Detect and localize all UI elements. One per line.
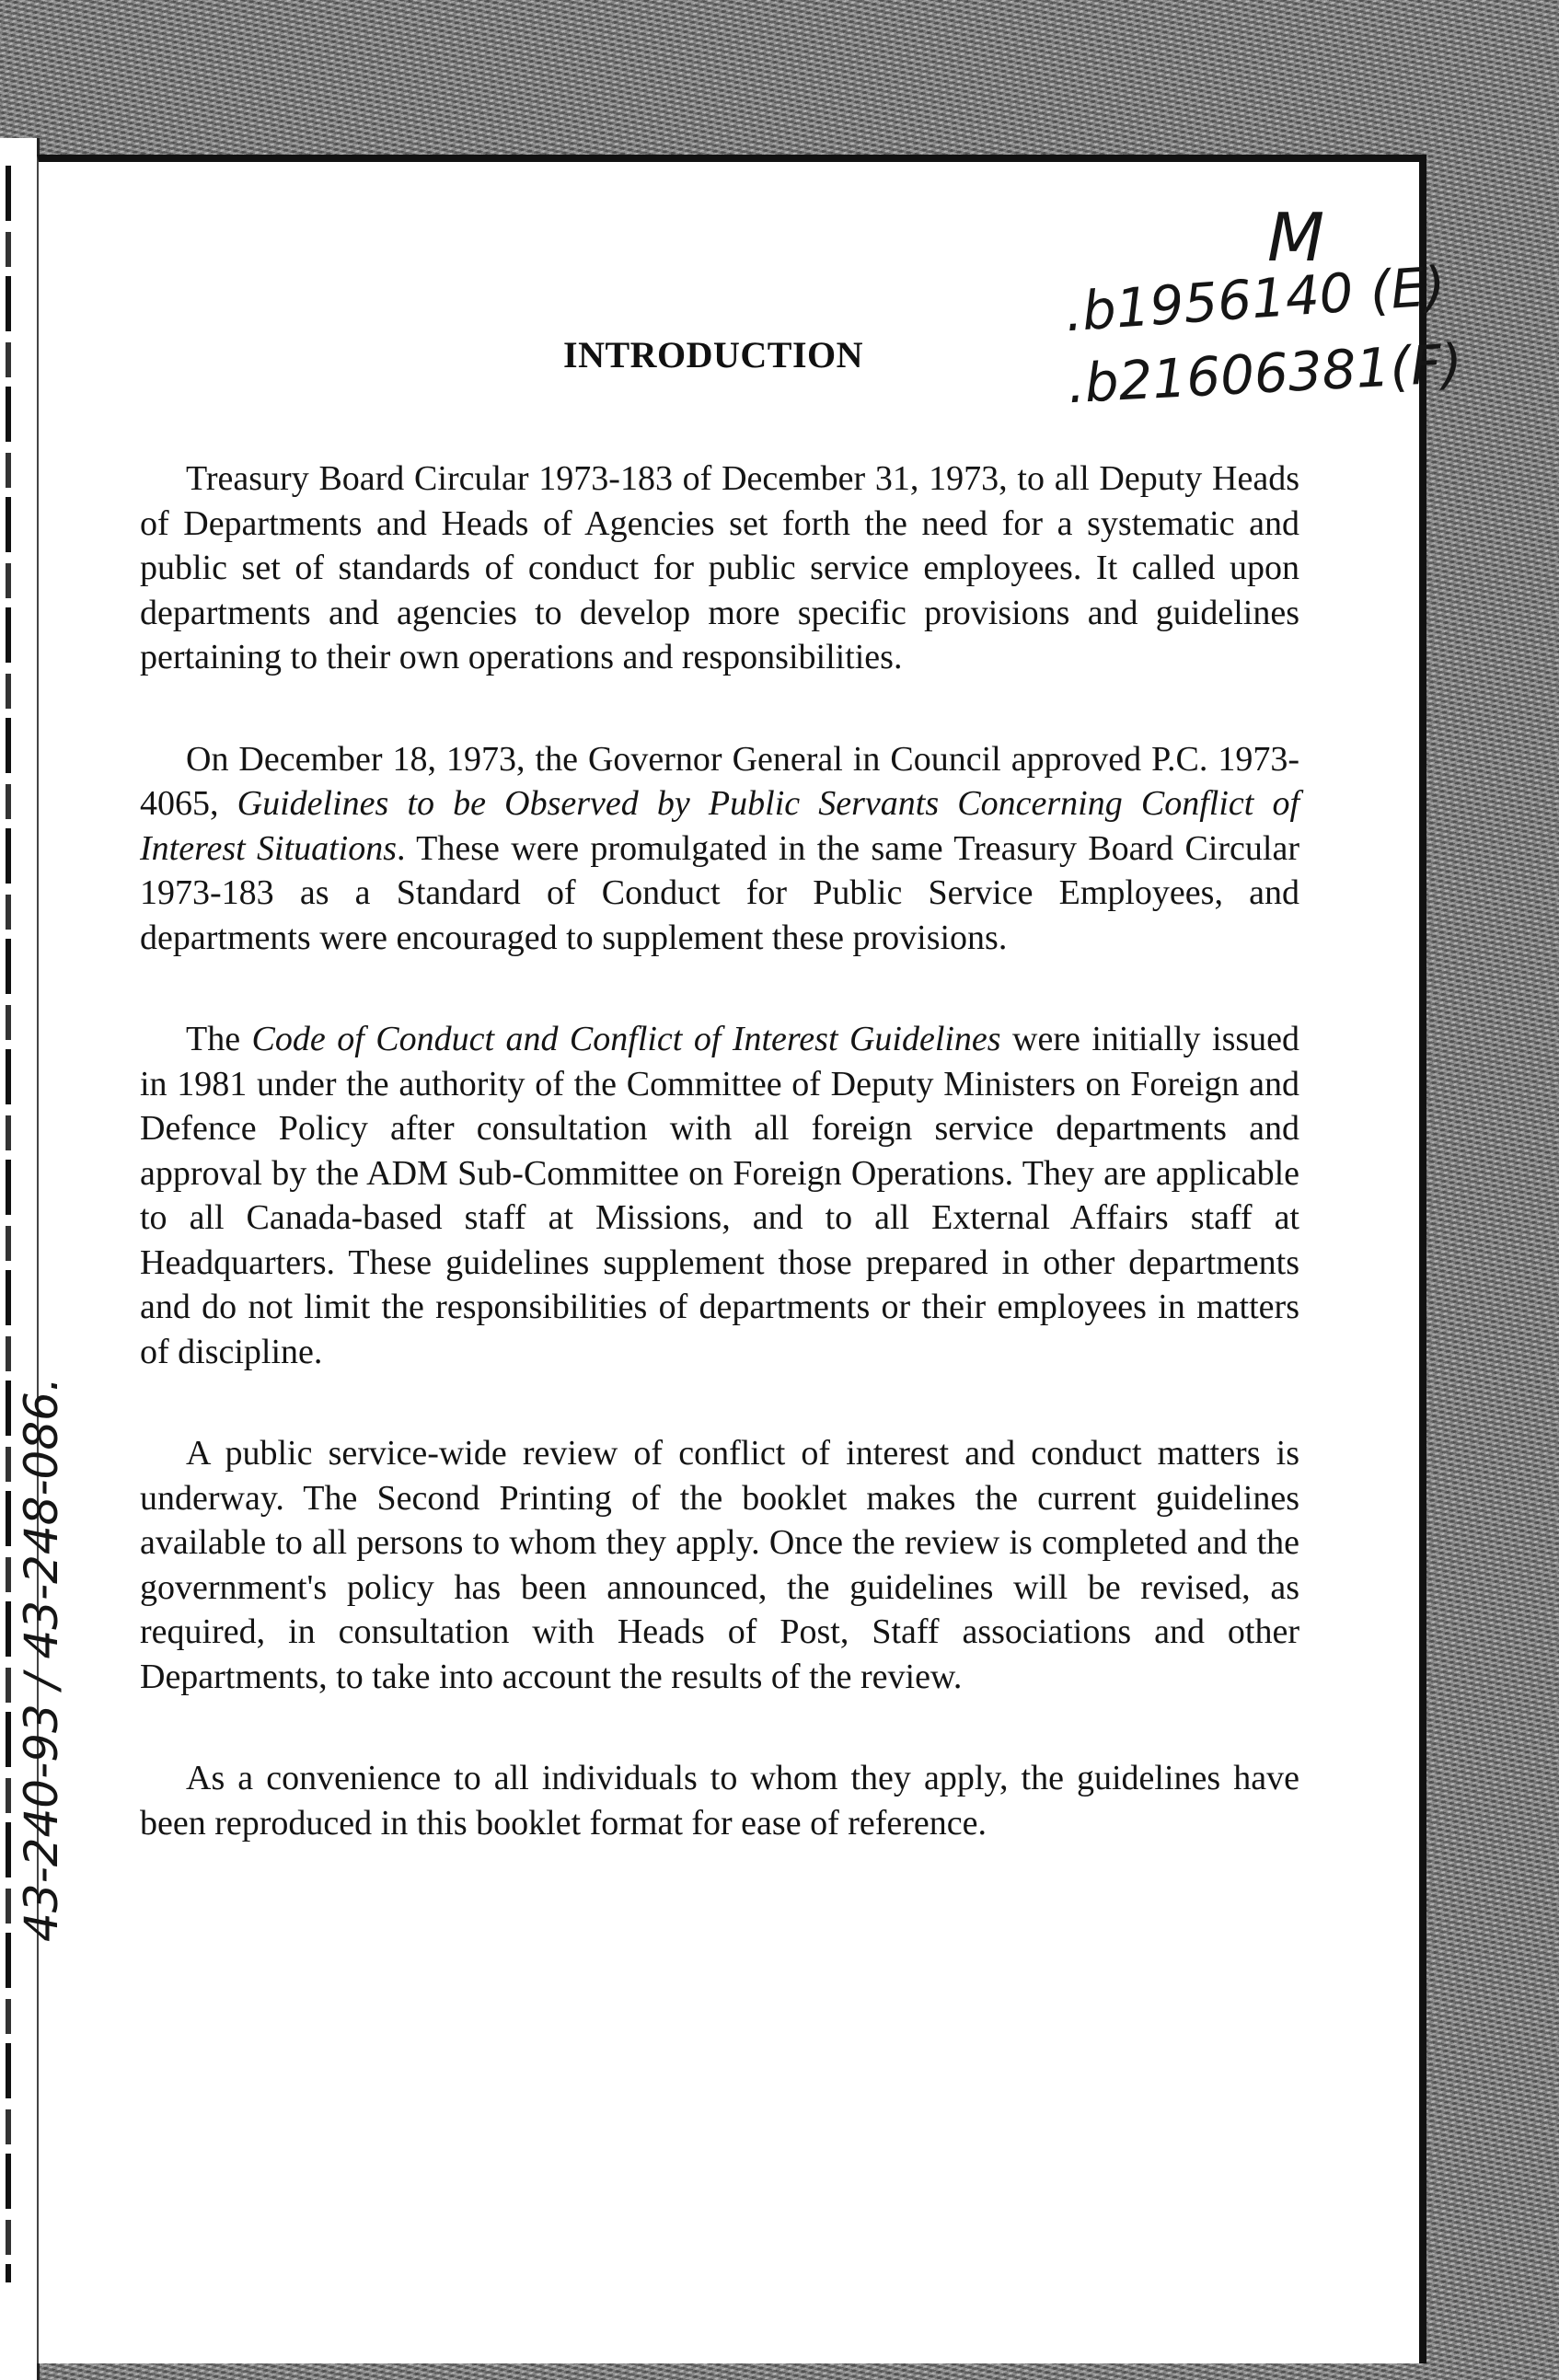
- paragraph-1-text: Treasury Board Circular 1973-183 of December 31, 1973, to all Deputy Heads of Departments and Heads of Agencies set forth the need for a systematic and public set of standards of conduct for public service employees. It called upon departments and agencies to develop more specific provisions and guidelines pertaining to their own operations and responsibilities.: [140, 459, 1299, 676]
- paragraph-5: [140, 1756, 1299, 1845]
- paragraph-2-text-a: On December 18, 1973, the Governor General in Council approved P.C. 1973-4065,: [140, 739, 1299, 823]
- page-title: INTRODUCTION: [563, 334, 864, 375]
- paragraph-2-text-b: . These were promulgated in the same Treasury Board Circular 1973-183 as a Standard of Conduct for Public Service Employees, and departments were encouraged to supplement these provisions.: [140, 828, 1299, 957]
- paragraph-1: [140, 456, 1299, 680]
- paragraph-3-italic-title: Code of Conduct and Conflict of Interest Guidelines: [251, 1020, 1001, 1058]
- handwritten-letter: M: [1267, 199, 1325, 276]
- handwritten-margin-note: 43-240-93 / 43-248-086.: [15, 1377, 68, 1942]
- paragraph-3-text-b: were initially issued in 1981 under the authority of the Committee of Deputy Ministers on Foreign and Defence Policy after consultation with all foreign service departments and approval by the ADM Sub-Committee on Foreign Operations. They are applicable to all Canada-based staff at Missions, and to all External Affairs staff at Headquarters. These guidelines supplement those prepared in other departments and do not limit the responsibilities of departments or their employees in matters of discipline.: [140, 1020, 1300, 1371]
- body-text: [140, 456, 1299, 1902]
- document-page: [37, 155, 1464, 2363]
- paragraph-2: [140, 737, 1299, 961]
- paragraph-2-italic-title: Guidelines to be Observed by Public Servants Concerning Conflict of Interest Situations: [140, 784, 1300, 868]
- handwritten-code-english: .b1956140 (E): [1063, 254, 1448, 344]
- handwritten-code-french: .b21606381(F): [1066, 331, 1464, 416]
- paragraph-3-text-a: The: [186, 1020, 252, 1058]
- paragraph-5-text: As a convenience to all individuals to whom they apply, the guidelines have been reproduced in this booklet format for ease of reference.: [140, 1759, 1299, 1843]
- binding-strip: [0, 138, 40, 2380]
- paragraph-4-text: A public service-wide review of conflict of interest and conduct matters is underway. The Second Printing of the booklet makes the current guidelines available to all persons to whom they apply. Once the review is completed and the government's policy has been announced, the guidelines will be revised, as required, in consultation with Heads of Post, Staff associations and other Departments, to take into account the results of the review.: [140, 1434, 1299, 1696]
- paragraph-4: [140, 1431, 1299, 1699]
- paragraph-3: [140, 1017, 1299, 1374]
